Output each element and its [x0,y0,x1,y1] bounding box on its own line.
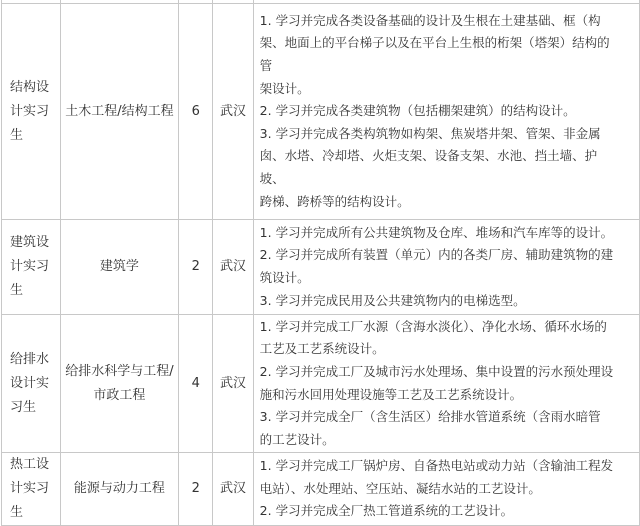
internship-table [1,0,640,526]
location-cell: 武汉 [213,315,253,453]
description-line: 管 [259,58,273,74]
description-line: 坡、 [259,170,285,186]
headcount-cell: 2 [179,453,213,526]
major-cell: 能源与动力工程 [60,453,178,526]
location-cell: 武汉 [213,453,253,526]
position-cell: 结构设计实习生 [2,4,61,220]
headcount-cell: 6 [179,4,213,220]
description-line: 2. 学习并完成全厂热工管道系统的工艺设计。 [259,503,514,519]
description-line: 1. 学习并完成工厂锅炉房、自备热电站或动力站（含输油工程发 [259,458,614,474]
description-line: 2. 学习并完成所有装置（单元）内的各类厂房、辅助建筑物的建 [259,247,614,263]
major-cell: 建筑学 [60,220,178,315]
description-line: 架设计。 [259,80,310,96]
description-line: 3. 学习并完成各类构筑物如构架、焦炭塔井架、管架、非金属 [259,125,601,141]
description-line: 施和污水回用处理设施等工艺及工艺系统设计。 [259,386,523,402]
position-cell: 建筑设计实习生 [2,220,61,315]
headcount-cell: 2 [179,220,213,315]
description-cell [253,315,639,453]
description-line: 1. 学习并完成各类设备基础的设计及生根在土建基础、框（构 [259,12,601,28]
major-cell: 给排水科学与工程/ 市政工程 [60,315,178,453]
table-row [2,315,640,453]
position-cell: 给排水设计实习生 [2,315,61,453]
description-line: 的工艺设计。 [259,431,335,447]
description-line: 1. 学习并完成工厂水源（含海水淡化）、净化水场、循环水场的 [259,318,607,334]
description-line: 1. 学习并完成所有公共建筑物及仓库、堆场和汽车库等的设计。 [259,224,614,240]
location-cell: 武汉 [213,220,253,315]
description-cell [253,4,639,220]
location-cell: 武汉 [213,4,253,220]
description-line: 囱、水塔、冷却塔、火炬支架、设备支架、水池、挡土墙、护 [259,148,598,164]
description-line: 筑设计。 [259,270,310,285]
table-row [2,4,640,220]
position-cell: 热工设计实习生 [2,453,61,526]
description-line: 跨梯、跨桥等的结构设计。 [259,193,410,209]
description-line: 工艺及工艺系统设计。 [259,341,385,357]
description-line: 2. 学习并完成工厂及城市污水处理场、集中设置的污水预处理设 [259,363,614,379]
table-row [2,220,640,315]
major-cell: 土木工程/结构工程 [60,4,178,220]
description-line: 3. 学习并完成全厂（含生活区）给排水管道系统（含雨水暗管 [259,409,601,425]
description-line: 架、地面上的平台梯子以及在平台上生根的桁架（塔架）结构的 [259,35,610,51]
description-line: 3. 学习并完成民用及公共建筑物内的电梯选型。 [259,292,526,308]
headcount-cell: 4 [179,315,213,453]
description-cell [253,220,639,315]
description-line: 2. 学习并完成各类建筑物（包括棚架建筑）的结构设计。 [259,103,576,119]
description-line: 电站）、水处理站、空压站、凝结水站的工艺设计。 [259,480,541,496]
